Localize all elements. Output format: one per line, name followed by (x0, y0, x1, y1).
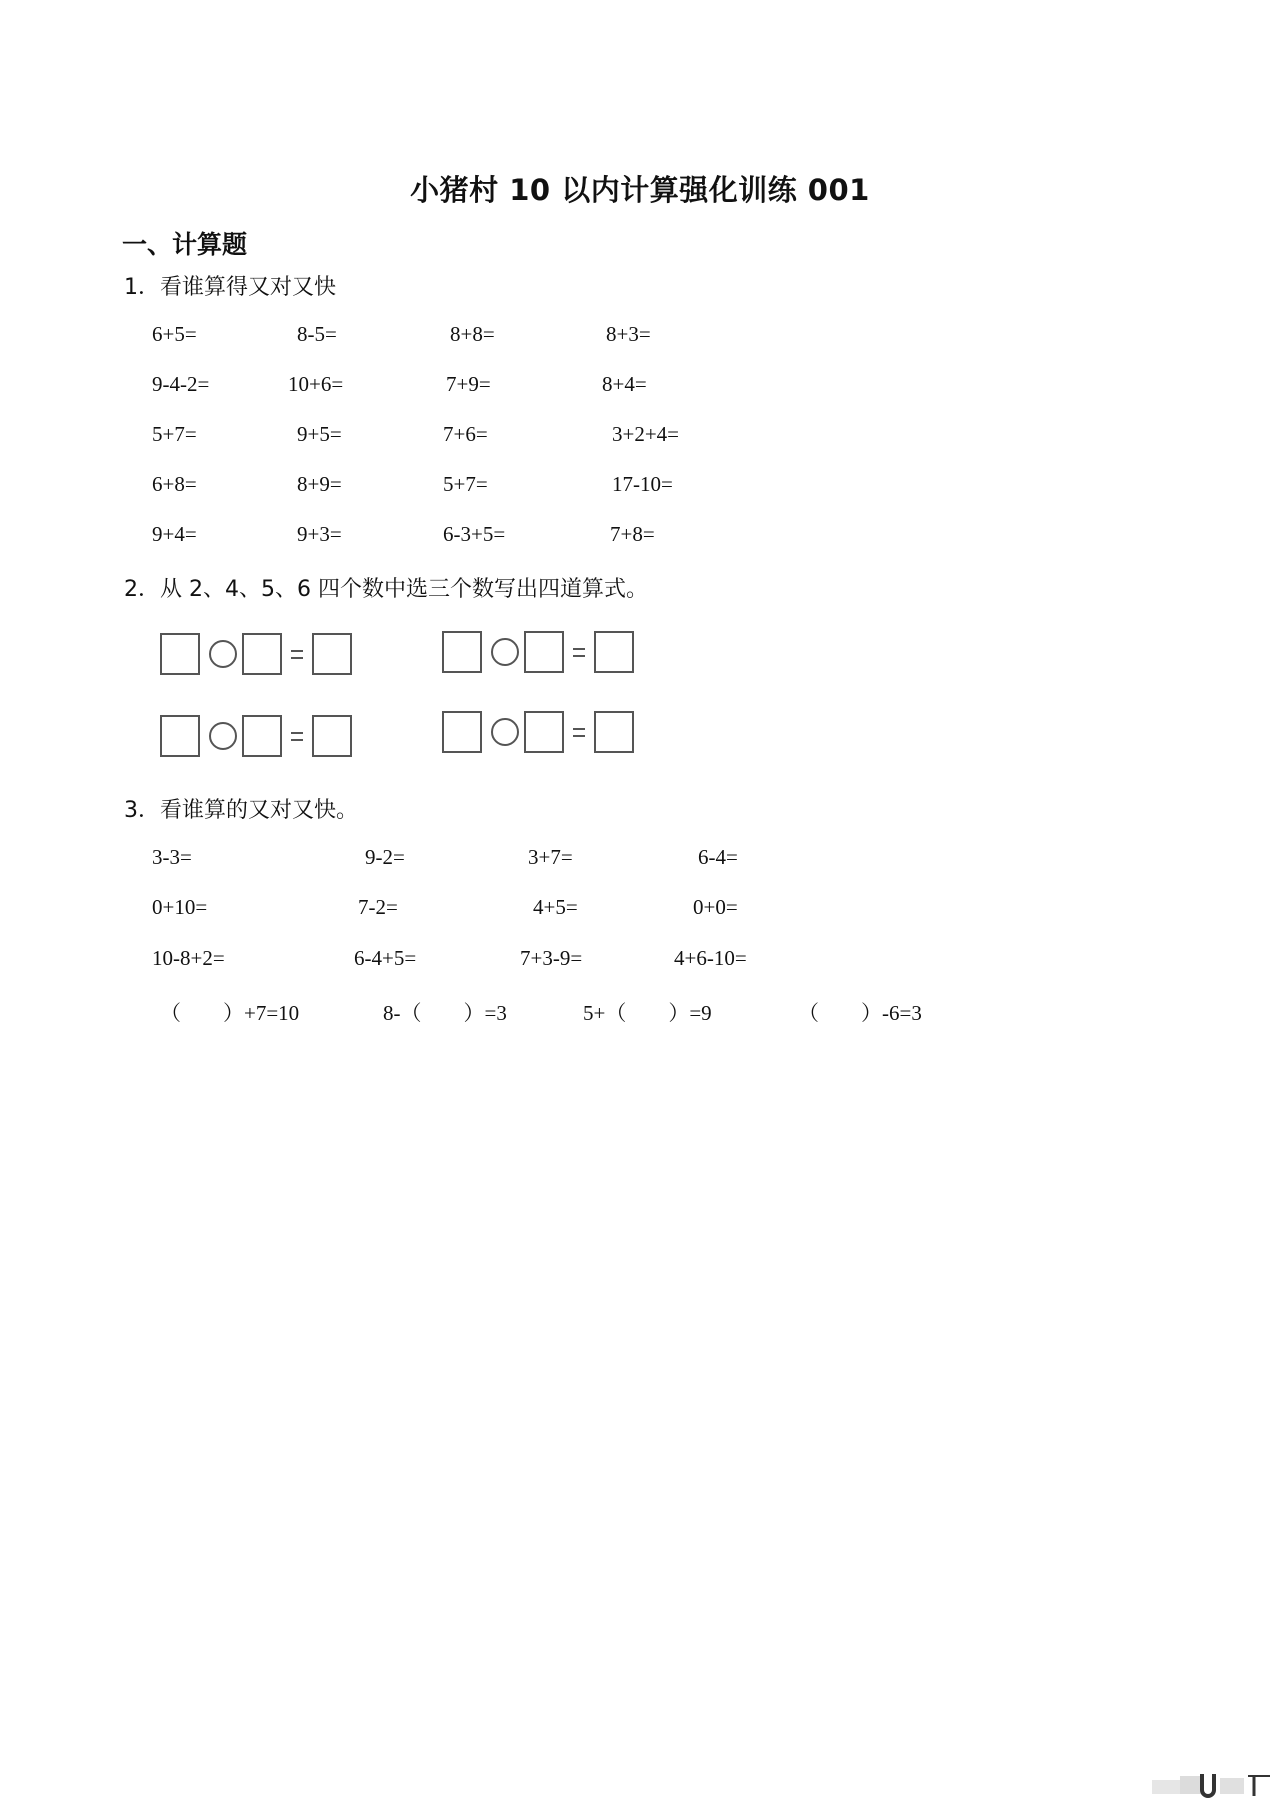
page-title: 小猪村 10 以内计算强化训练 001 (410, 173, 870, 207)
problem: 3+2+4= (612, 422, 680, 446)
problem: 0+0= (693, 895, 738, 919)
question-1-prompt: 1．看谁算得又对又快 (124, 275, 336, 300)
problem: 17-10= (612, 472, 673, 496)
equation-template (160, 626, 360, 682)
operator-circle[interactable] (491, 638, 519, 666)
equation-template (442, 704, 642, 760)
equation-template (442, 624, 642, 680)
problem: 10-8+2= (152, 946, 225, 970)
answer-box[interactable] (312, 633, 352, 675)
problem: 8+9= (297, 472, 342, 496)
answer-box[interactable] (312, 715, 352, 757)
problem: 5+（ ）=9 (583, 1001, 712, 1025)
problem: 7+6= (443, 422, 488, 446)
equals-sign (573, 728, 585, 737)
watermark-icon (1150, 1770, 1270, 1800)
problem: 9-4-2= (152, 372, 210, 396)
equals-sign (573, 648, 585, 657)
problem: 8+3= (606, 322, 651, 346)
answer-box[interactable] (242, 633, 282, 675)
problem: 10+6= (288, 372, 344, 396)
answer-box[interactable] (524, 711, 564, 753)
problem: 6+8= (152, 472, 197, 496)
answer-box[interactable] (594, 631, 634, 673)
problem: 8+4= (602, 372, 647, 396)
answer-box[interactable] (160, 715, 200, 757)
problem: 7+9= (446, 372, 491, 396)
problem: （ ）-6=3 (798, 1001, 922, 1025)
section-heading: 一、计算题 (122, 230, 248, 259)
problem: 7+3-9= (520, 946, 583, 970)
equals-sign (291, 732, 303, 741)
operator-circle[interactable] (209, 640, 237, 668)
operator-circle[interactable] (491, 718, 519, 746)
answer-box[interactable] (442, 631, 482, 673)
question-3-prompt: 3．看谁算的又对又快。 (124, 798, 358, 823)
problem: 7+8= (610, 522, 655, 546)
problem: 5+7= (443, 472, 488, 496)
problem: 9-2= (365, 845, 405, 869)
answer-box[interactable] (594, 711, 634, 753)
problem: 8+8= (450, 322, 495, 346)
problem: 9+4= (152, 522, 197, 546)
operator-circle[interactable] (209, 722, 237, 750)
question-2-prompt: 2．从 2、4、5、6 四个数中选三个数写出四道算式。 (124, 577, 648, 602)
problem: 6-4= (698, 845, 738, 869)
problem: 6-3+5= (443, 522, 506, 546)
problem: 9+3= (297, 522, 342, 546)
problem: 4+5= (533, 895, 578, 919)
answer-box[interactable] (242, 715, 282, 757)
equals-sign (291, 650, 303, 659)
equation-template (160, 708, 360, 764)
problem: 3+7= (528, 845, 573, 869)
problem: 9+5= (297, 422, 342, 446)
problem: 3-3= (152, 845, 192, 869)
answer-box[interactable] (442, 711, 482, 753)
answer-box[interactable] (524, 631, 564, 673)
problem: 8-（ ）=3 (383, 1001, 507, 1025)
problem: 7-2= (358, 895, 398, 919)
problem: 6-4+5= (354, 946, 417, 970)
problem: 4+6-10= (674, 946, 747, 970)
problem: （ ）+7=10 (160, 1001, 300, 1025)
problem: 0+10= (152, 895, 208, 919)
problem: 8-5= (297, 322, 337, 346)
answer-box[interactable] (160, 633, 200, 675)
problem: 6+5= (152, 322, 197, 346)
problem: 5+7= (152, 422, 197, 446)
